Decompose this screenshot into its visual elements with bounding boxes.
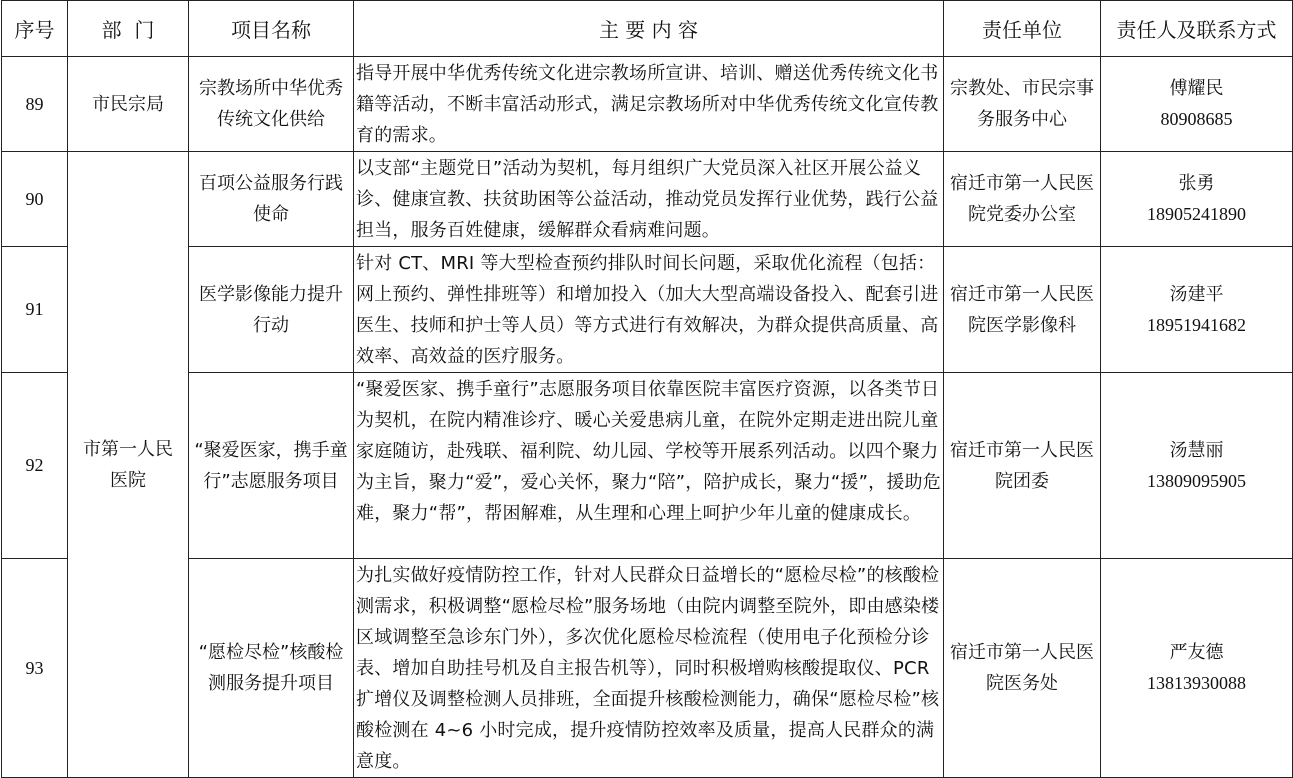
row-project: 百项公益服务行践使命 (189, 152, 354, 247)
row-dept: 市民宗局 (68, 57, 189, 152)
row-content: 以支部“主题党日”活动为契机，每月组织广大党员深入社区开展公益义诊、健康宣教、扶贫助困等公益活动，推动党员发挥行业优势，践行公益担当，服务百姓健康，缓解群众看病难问题。 (354, 152, 944, 247)
row-no: 91 (2, 247, 68, 373)
row-contact (1101, 152, 1293, 247)
contact-person: 傅耀民 (1169, 78, 1224, 99)
header-contact: 责任人及联系方式 (1101, 1, 1293, 57)
row-content: 指导开展中华优秀传统文化进宗教场所宣讲、培训、赠送优秀传统文化书籍等活动，不断丰富活动形式，满足宗教场所对中华优秀传统文化宣传教育的需求。 (354, 57, 944, 152)
row-content: 针对 CT、MRI 等大型检查预约排队时间长问题，采取优化流程（包括：网上预约、弹性排班等）和增加投入（加大大型高端设备投入、配套引进医生、技师和护士等人员）等方式进行有效解决，为群众提供高质量、高效率、高效益的医疗服务。 (354, 247, 944, 373)
contact-phone: 18905241890 (1147, 204, 1246, 224)
table-row (2, 373, 1293, 559)
row-project: “愿检尽检”核酸检测服务提升项目 (189, 559, 354, 778)
contact-person: 汤慧丽 (1169, 439, 1224, 461)
header-unit: 责任单位 (944, 1, 1101, 57)
row-unit: 宿迁市第一人民医院医学影像科 (944, 247, 1101, 373)
row-dept: 市第一人民医院 (68, 152, 189, 778)
contact-phone: 13809095905 (1147, 470, 1246, 491)
row-content: “聚爱医家、携手童行”志愿服务项目依靠医院丰富医疗资源，以各类节日为契机，在院内精准诊疗、暖心关爱患病儿童，在院外定期走进出院儿童家庭随访，赴残联、福利院、幼儿园、学校等开展系列活动。以四个聚力为主旨，聚力“爱”，爱心关怀，聚力“陪”，陪护成长，聚力“援”，援助危难，聚力“帮”，帮困解难，从生理和心理上呵护少年儿童的健康成长。 (354, 373, 944, 559)
row-project: 医学影像能力提升行动 (189, 247, 354, 373)
contact-person: 汤建平 (1169, 283, 1224, 305)
row-contact (1101, 373, 1293, 559)
table-header-row (2, 1, 1293, 57)
row-no: 93 (2, 559, 68, 778)
row-unit: 宿迁市第一人民医院党委办公室 (944, 152, 1101, 247)
contact-phone: 13813930088 (1147, 673, 1246, 693)
row-no: 90 (2, 152, 68, 247)
contact-phone: 18951941682 (1147, 314, 1246, 335)
header-project: 项目名称 (189, 1, 354, 57)
table-row (2, 57, 1293, 152)
project-table (1, 0, 1293, 778)
contact-person: 张勇 (1178, 173, 1215, 194)
header-content: 主 要 内 容 (354, 1, 944, 57)
row-content: 为扎实做好疫情防控工作，针对人民群众日益增长的“愿检尽检”的核酸检测需求，积极调整“愿检尽检”服务场地（由院内调整至院外，即由感染楼区域调整至急诊东门外），多次优化愿检尽检流程（使用电子化预检分诊表、增加自助挂号机及自主报告机等），同时积极增购核酸提取仪、PCR 扩增仪及调整检测人员排班，全面提升核酸检测能力，确保“愿检尽检”核酸检测在 4~6 小时完成，提升疫情防控效率及质量，提高人民群众的满意度。 (354, 559, 944, 778)
row-contact (1101, 57, 1293, 152)
table-row (2, 559, 1293, 778)
header-dept: 部 门 (68, 1, 189, 57)
table-row (2, 152, 1293, 247)
row-contact (1101, 559, 1293, 778)
header-no: 序号 (2, 1, 68, 57)
table-row (2, 247, 1293, 373)
row-project: 宗教场所中华优秀传统文化供给 (189, 57, 354, 152)
row-unit: 宿迁市第一人民医院团委 (944, 373, 1101, 559)
row-no: 89 (2, 57, 68, 152)
row-unit: 宿迁市第一人民医院医务处 (944, 559, 1101, 778)
row-unit: 宗教处、市民宗事务服务中心 (944, 57, 1101, 152)
row-no: 92 (2, 373, 68, 559)
contact-phone: 80908685 (1160, 109, 1233, 129)
contact-person: 严友德 (1169, 642, 1224, 663)
row-contact (1101, 247, 1293, 373)
row-project: “聚爱医家，携手童行”志愿服务项目 (189, 373, 354, 559)
